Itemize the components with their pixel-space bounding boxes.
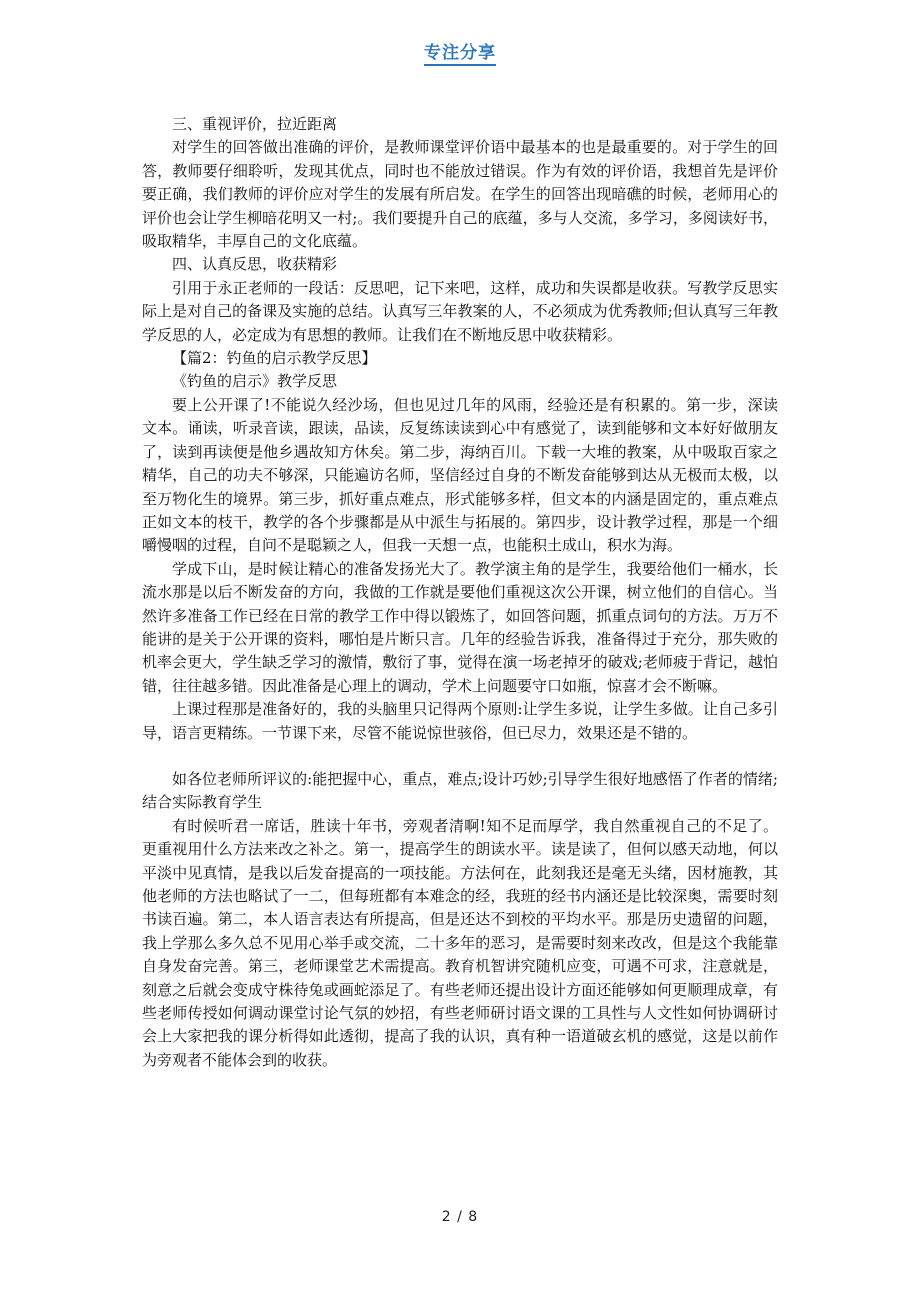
section-heading: 四、认真反思，收获精彩 bbox=[172, 255, 338, 274]
body-paragraph: 学成下山，是时候让精心的准备发扬光大了。教学演主角的是学生，我要给他们一桶水，长流水那是以后不断发奋的方向，我做的工作就是要他们重视这次公开课，树立他们的自信心。当然许多准备工作已经在日常的教学工作中得以锻炼了，如回答问题，抓重点词句的方法。万万不能讲的是关于公开课的资料，哪怕是片断只言。几年的经验告诉我，准备得过于充分，那失败的机率会更大，学生缺乏学习的激情，敷衍了事，觉得在演一场老掉牙的破戏;老师疲于背记，越怕错，往往越多错。因此准备是心理上的调动，学术上问题要守口如瓶，惊喜才会不断嘛。 bbox=[142, 559, 778, 695]
body-paragraph: 对学生的回答做出准确的评价，是教师课堂评价语中最基本的也是最重要的。对于学生的回答，教师要仔细聆听，发现其优点，同时也不能放过错误。作为有效的评价语，我想首先是评价要正确，我们教师的评价应对学生的发展有所启发。在学生的回答出现暗礁的时候，老师用心的评价也会让学生柳暗花明又一村;。我们要提升自己的底蕴，多与人交流，多学习，多阅读好书，吸取精华，丰厚自己的文化底蕴。 bbox=[142, 138, 778, 251]
header-title: 专注分享 bbox=[424, 43, 496, 66]
page-header bbox=[0, 38, 920, 63]
section-heading: 三、重视评价，拉近距离 bbox=[172, 115, 338, 133]
body-paragraph: 如各位老师所评议的:能把握中心，重点，难点;设计巧妙;引导学生很好地感悟了作者的情绪;结合实际教育学生 bbox=[142, 769, 778, 812]
page-number: 2 / 8 bbox=[441, 1209, 479, 1225]
article-subtitle: 《钓鱼的启示》教学反思 bbox=[172, 372, 338, 391]
body-paragraph: 上课过程那是准备好的，我的头脑里只记得两个原则:让学生多说，让学生多做。让自己多引导，语言更精练。一节课下来，尽管不能说惊世骇俗，但已尽力，效果还是不错的。 bbox=[142, 700, 778, 742]
document-body bbox=[142, 113, 778, 1072]
body-paragraph: 要上公开课了!不能说久经沙场，但也见过几年的风雨，经验还是有积累的。第一步，深读文本。诵读，听录音读，跟读，品读，反复练读读到心中有感觉了，读到能够和文本好好做朋友了，读到再读便是他乡遇故知方休矣。第二步，海纳百川。下载一大堆的教案，从中吸取百家之精华，自己的功夫不够深，只能遍访名师，坚信经过自身的不断发奋能够到达从无极而太极，以至万物化生的境界。第三步，抓好重点难点，形式能够多样，但文本的内涵是固定的，重点难点正如文本的枝干，教学的各个步骤都是从中派生与拓展的。第四步，设计教学过程，那是一个细嚼慢咽的过程，自问不是聪颖之人，但我一天想一点，也能积土成山，积水为海。 bbox=[142, 395, 778, 555]
body-paragraph: 引用于永正老师的一段话：反思吧，记下来吧，这样，成功和失误都是收获。写教学反思实际上是对自己的备课及实施的总结。认真写三年教案的人，不必须成为优秀教师;但认真写三年教学反思的人，必定成为有思想的教师。让我们在不断地反思中收获精彩。 bbox=[142, 278, 778, 344]
body-paragraph: 有时候听君一席话，胜读十年书，旁观者清啊!知不足而厚学，我自然重视自己的不足了。更重视用什么方法来改之补之。第一，提高学生的朗读水平。读是读了，但何以感天动地，何以平淡中见真情，是我以后发奋提高的一项技能。方法何在，此刻我还是毫无头绪，因材施教，其他老师的方法也略试了一二，但每班都有本难念的经，我班的经书内涵还是比较深奥，需要时刻书读百遍。第二，本人语言表达有所提高，但是还达不到校的平均水平。那是历史遗留的问题，我上学那么多久总不见用心举手或交流，二十多年的恶习，是需要时刻来改改，但是这个我能靠自身发奋完善。第三，老师课堂艺术需提高。教育机智讲究随机应变，可遇不可求，注意就是，刻意之后就会变成守株待兔或画蛇添足了。有些老师还提出设计方面还能够如何更顺理成章，有些老师传授如何调动课堂讨论气氛的妙招，有些老师研讨语文课的工具性与人文性如何协调研讨会上大家把我的课分析得如此透彻，提高了我的认识，真有种一语道破玄机的感觉，这是以前作为旁观者不能体会到的收获。 bbox=[142, 816, 778, 1069]
article-heading: 【篇2：钓鱼的启示教学反思】 bbox=[172, 349, 377, 368]
